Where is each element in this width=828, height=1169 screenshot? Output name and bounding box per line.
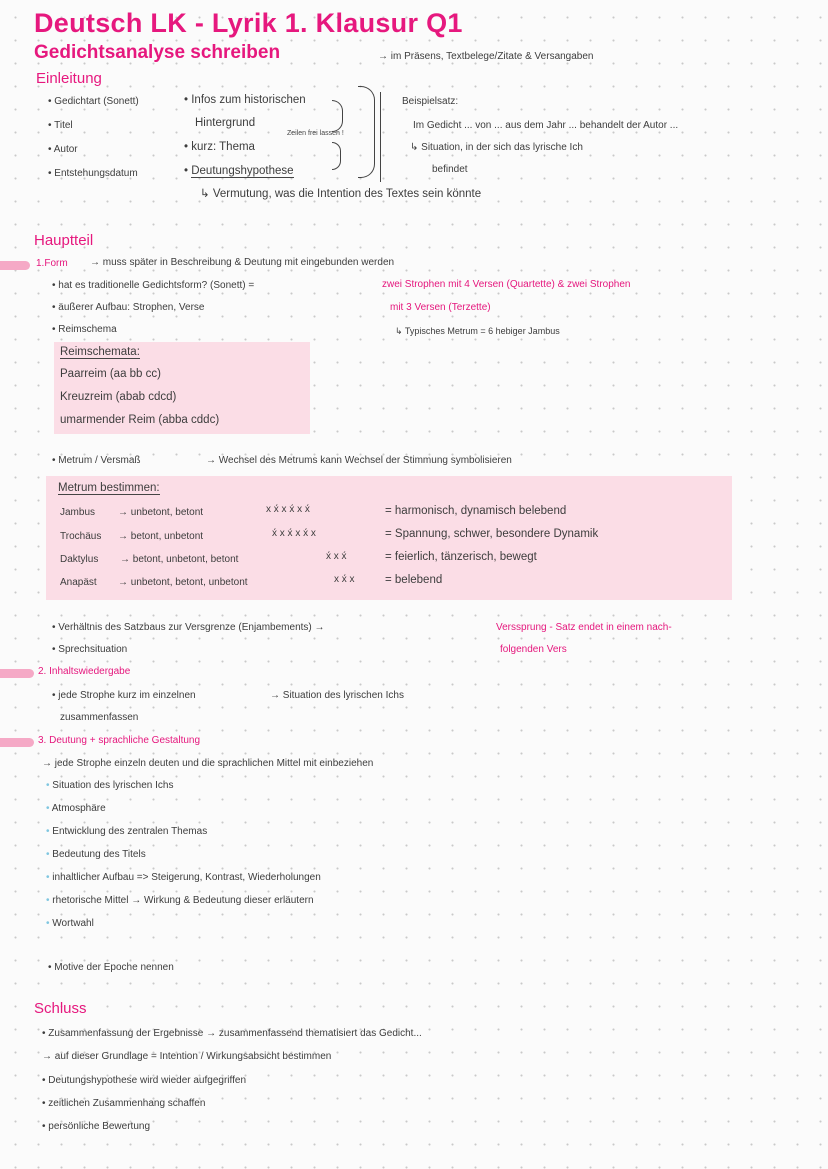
enjambement-item: • Verhältnis des Satzbaus zur Versgrenze (Enjambements) →: [52, 622, 325, 633]
conclusion-item: • Zusammenfassung der Ergebnisse → zusammenfassend thematisiert das Gedicht...: [42, 1028, 422, 1039]
interp-label: 3. Deutung + sprachliche Gestaltung: [38, 735, 201, 746]
enjambement-note: Verssprung - Satz endet in einem nach-: [496, 622, 672, 633]
meter-row-desc: → unbetont, betont, unbetont: [118, 577, 248, 588]
section-tab-content: [0, 669, 34, 678]
intro-mid-item: • kurz: Thema: [184, 141, 255, 153]
meter-row-effect: = harmonisch, dynamisch belebend: [385, 505, 567, 517]
meter-row-desc: → betont, unbetont: [118, 531, 204, 542]
intro-mid-item: Hintergrund: [195, 117, 256, 129]
meter-row-name: Daktylus: [60, 554, 99, 565]
meter-note: ↳ Typisches Metrum = 6 hebiger Jambus: [395, 326, 560, 336]
meter-item: • Metrum / Versmaß: [52, 455, 141, 466]
interp-item: • Bedeutung des Titels: [46, 849, 146, 860]
main-heading: Hauptteil: [34, 232, 94, 249]
meter-row-desc: → betont, unbetont, betont: [120, 554, 239, 565]
interp-item: → jede Strophe einzeln deuten und die sprachlichen Mittel mit einbeziehen: [42, 758, 374, 769]
conclusion-item: → auf dieser Grundlage = Intention / Wirkungsabsicht bestimmen: [42, 1051, 332, 1062]
form-item: • Reimschema: [52, 324, 117, 335]
rhyme-line: Kreuzreim (abab cdcd): [60, 391, 177, 403]
example-line: ↳ Situation, in der sich das lyrische Ich: [410, 142, 583, 153]
example-line: befindet: [432, 164, 468, 175]
meter-row-marks: x x́ x: [334, 574, 355, 585]
interp-item: • Situation des lyrischen Ichs: [46, 780, 174, 791]
interp-item: • Wortwahl: [46, 918, 94, 929]
interp-item: • rhetorische Mittel → Wirkung & Bedeutung dieser erläutern: [46, 895, 314, 906]
example-label: Beispielsatz:: [402, 96, 459, 107]
inner-brace: [332, 100, 343, 132]
sonnet-note: zwei Strophen mit 4 Versen (Quartette) & zwei Strophen: [382, 279, 631, 290]
meter-row-effect: = belebend: [385, 574, 443, 586]
meter-row-effect: = feierlich, tänzerisch, bewegt: [385, 551, 537, 563]
meter-row-effect: = Spannung, schwer, besondere Dynamik: [385, 528, 599, 540]
conclusion-item: • Deutungshypothese wird wieder aufgegriffen: [42, 1075, 247, 1086]
intro-left-item: • Titel: [48, 120, 73, 131]
hypothesis-note: ↳ Vermutung, was die Intention des Textes sein könnte: [200, 188, 482, 200]
meter-box-title: Metrum bestimmen:: [58, 482, 160, 494]
enjambement-note: folgenden Vers: [500, 644, 567, 655]
page-title: Deutsch LK - Lyrik 1. Klausur Q1: [34, 8, 463, 38]
intro-mid-item: • Infos zum historischen: [184, 94, 306, 106]
intro-heading: Einleitung: [36, 70, 102, 87]
interp-item: • Atmosphäre: [46, 803, 106, 814]
conclusion-item: • zeitlichen Zusammenhang schaffen: [42, 1098, 206, 1109]
intro-left-item: • Autor: [48, 144, 78, 155]
meter-row-name: Trochäus: [60, 531, 102, 542]
section-tab-interp: [0, 738, 34, 747]
section-tab-form: [0, 261, 30, 270]
intro-mid-item: • Deutungshypothese: [184, 165, 294, 177]
meter-row-marks: x́ x x́ x x́ x: [272, 528, 316, 539]
interp-item: • Entwicklung des zentralen Themas: [46, 826, 208, 837]
rhyme-box-title: Reimschemata:: [60, 346, 140, 358]
example-line: Im Gedicht ... von ... aus dem Jahr ... behandelt der Autor ...: [413, 120, 679, 131]
rhyme-line: Paarreim (aa bb cc): [60, 368, 161, 380]
rhyme-line: umarmender Reim (abba cddc): [60, 414, 220, 426]
form-item: • hat es traditionelle Gedichtsform? (Sonett) =: [52, 280, 255, 291]
form-item: • äußerer Aufbau: Strophen, Verse: [52, 302, 205, 313]
speech-item: • Sprechsituation: [52, 644, 128, 655]
content-item: • jede Strophe kurz im einzelnen: [52, 690, 196, 701]
brace-note: Zeilen frei lassen !: [287, 130, 344, 137]
inner-brace-2: [332, 142, 341, 170]
outer-brace: [358, 86, 375, 178]
subtitle-note: → im Präsens, Textbelege/Zitate & Versangaben: [378, 51, 594, 62]
meter-row-marks: x x́ x x́ x x́: [266, 504, 310, 515]
meter-row-name: Anapäst: [60, 577, 97, 588]
content-item: zusammenfassen: [60, 712, 139, 723]
content-note: → Situation des lyrischen Ichs: [270, 690, 404, 701]
conclusion-heading: Schluss: [34, 1000, 87, 1017]
meter-row-desc: → unbetont, betont: [118, 507, 204, 518]
conclusion-item: • persönliche Bewertung: [42, 1121, 151, 1132]
sonnet-note: mit 3 Versen (Terzette): [390, 302, 491, 313]
form-label: 1.Form: [36, 258, 68, 269]
epoch-item: • Motive der Epoche nennen: [48, 962, 174, 973]
meter-row-marks: x́ x x́: [326, 551, 347, 562]
meter-row-name: Jambus: [60, 507, 96, 518]
interp-item: • inhaltlicher Aufbau => Steigerung, Kontrast, Wiederholungen: [46, 872, 321, 883]
meter-item-note: → Wechsel des Metrums kann Wechsel der Stimmung symbolisieren: [206, 455, 512, 466]
page-subtitle: Gedichtsanalyse schreiben: [34, 42, 281, 63]
intro-left-item: • Gedichtart (Sonett): [48, 96, 139, 107]
intro-left-item: • Entstehungsdatum: [48, 168, 138, 179]
divider-line: [380, 92, 381, 182]
content-label: 2. Inhaltswiedergabe: [38, 666, 131, 677]
form-note: → muss später in Beschreibung & Deutung mit eingebunden werden: [90, 257, 395, 268]
